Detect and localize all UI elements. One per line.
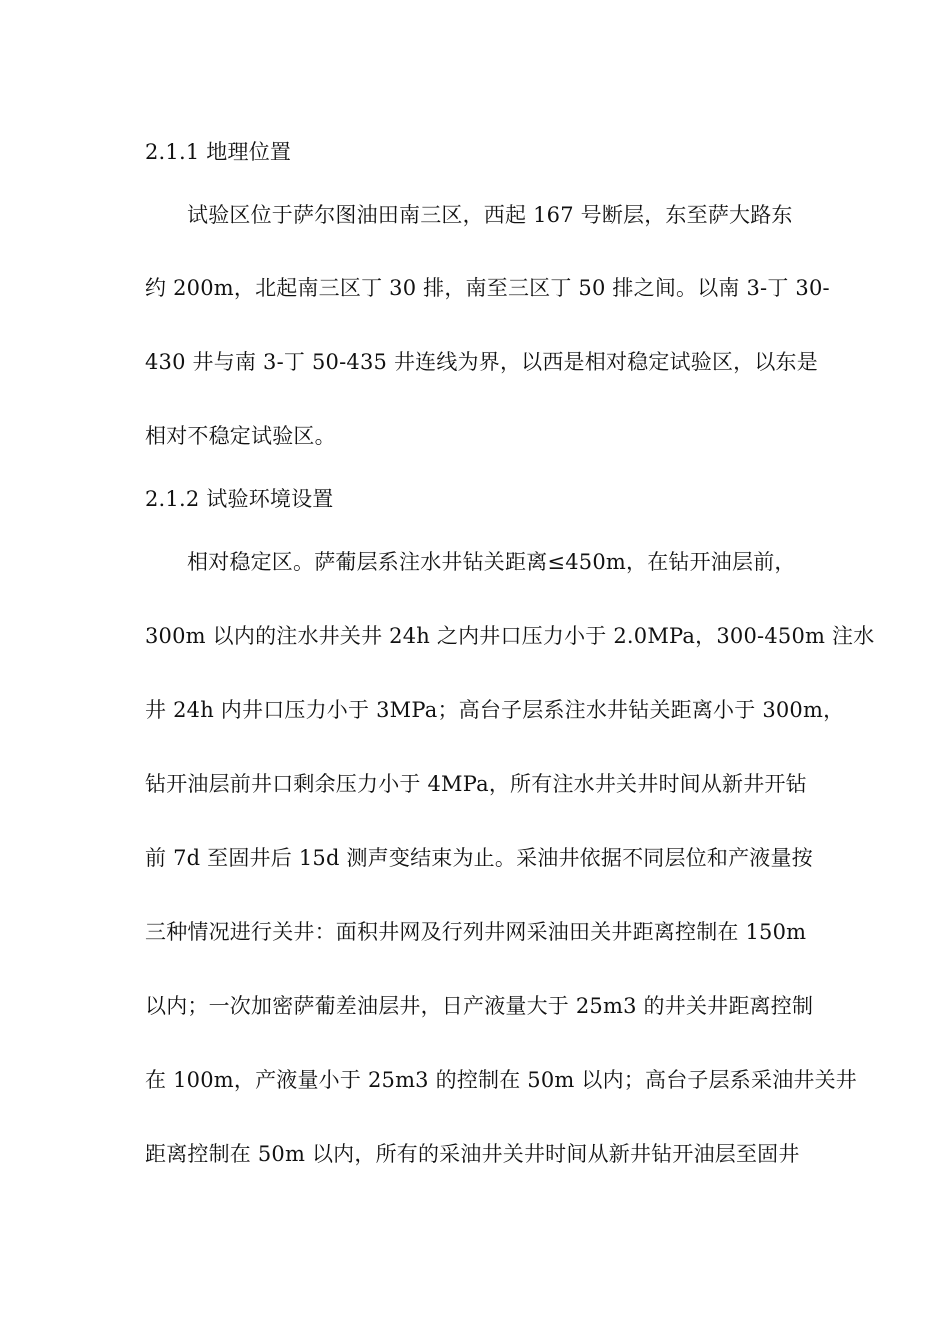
paragraph-line: 以内；一次加密萨葡差油层井，日产液量大于 25m3 的井关井距离控制 — [145, 994, 814, 1018]
paragraph-line: 相对不稳定试验区。 — [145, 424, 336, 448]
paragraph-line: 三种情况进行关井：面积井网及行列井网采油田关井距离控制在 150m — [145, 920, 807, 944]
paragraph-line: 300m 以内的注水井关井 24h 之内井口压力小于 2.0MPa，300-450m 注水 — [145, 624, 875, 648]
paragraph-line: 距离控制在 50m 以内，所有的采油井关井时间从新井钻开油层至固井 — [145, 1142, 800, 1166]
paragraph-line: 在 100m，产液量小于 25m3 的控制在 50m 以内；高台子层系采油井关井 — [145, 1068, 858, 1092]
paragraph-line: 相对稳定区。萨葡层系注水井钻关距离≤450m，在钻开油层前， — [187, 550, 796, 574]
paragraph-line: 前 7d 至固井后 15d 测声变结束为止。采油井依据不同层位和产液量按 — [145, 846, 813, 870]
paragraph-line: 试验区位于萨尔图油田南三区，西起 167 号断层，东至萨大路东 — [187, 203, 793, 227]
paragraph-line: 约 200m，北起南三区丁 30 排，南至三区丁 50 排之间。以南 3-丁 30- — [145, 276, 830, 300]
paragraph-line: 井 24h 内井口压力小于 3MPa；高台子层系注水井钻关距离小于 300m， — [145, 698, 845, 722]
section-heading-environment: 2.1.2 试验环境设置 — [145, 487, 334, 511]
paragraph-line: 钻开油层前井口剩余压力小于 4MPa，所有注水井关井时间从新井开钻 — [145, 772, 807, 796]
paragraph-line: 430 井与南 3-丁 50-435 井连线为界，以西是相对稳定试验区，以东是 — [145, 350, 818, 374]
section-heading-location: 2.1.1 地理位置 — [145, 140, 292, 164]
